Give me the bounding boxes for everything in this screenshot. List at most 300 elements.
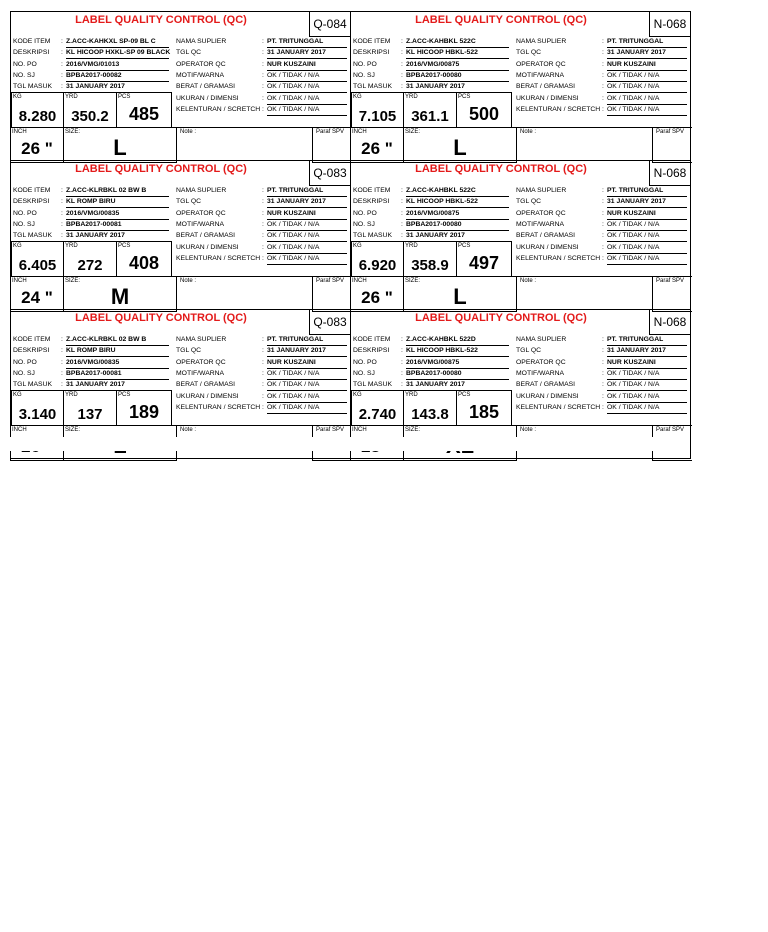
size-caption: SIZE: (65, 427, 81, 433)
field-label: TGL QC (516, 347, 542, 355)
label-row (10, 11, 693, 160)
colon: : (262, 198, 264, 206)
field-label: KELENTURAN / SCRETCH (176, 254, 261, 262)
field-value: OK / TIDAK / N/A (607, 243, 687, 254)
colon: : (262, 94, 264, 102)
field-label: NAMA SUPLIER (516, 187, 567, 194)
field-value: BPBA2017-00081 (66, 369, 169, 380)
field-value: NUR KUSZAINI (607, 60, 687, 71)
measure-caption: YRD (65, 392, 78, 398)
field-value: OK / TIDAK / N/A (267, 392, 347, 403)
colon: : (61, 336, 63, 343)
colon: : (262, 209, 264, 217)
field-value: PT. TRITUNGGAL (267, 335, 347, 346)
note-caption: Note : (520, 278, 537, 284)
measure-value: 8.280 (18, 108, 57, 125)
size-value: L (113, 135, 127, 160)
field-label: DESKRIPSI (353, 198, 390, 206)
measure-caption: PCS (118, 392, 131, 398)
measure-caption: PCS (458, 392, 471, 398)
inch-box (350, 127, 404, 163)
measure-box-kg (351, 390, 404, 426)
field-label: KODE ITEM (13, 336, 51, 343)
field-label: TGL QC (176, 198, 202, 206)
measure-caption: KG (13, 392, 22, 398)
qc-label (350, 11, 691, 161)
size-value: L (453, 284, 467, 309)
colon: : (262, 38, 264, 45)
colon: : (602, 403, 604, 411)
field-value: OK / TIDAK / N/A (267, 403, 347, 414)
field-value: 31 JANUARY 2017 (267, 48, 347, 59)
colon: : (262, 392, 264, 400)
inch-box (10, 127, 64, 163)
colon: : (262, 187, 264, 194)
field-value: OK / TIDAK / N/A (607, 105, 687, 116)
colon: : (61, 381, 63, 389)
measure-caption: KG (353, 243, 362, 249)
field-label: TGL MASUK (13, 83, 53, 91)
note-caption: Note : (180, 278, 197, 284)
colon: : (602, 347, 604, 355)
qc-label (350, 160, 691, 310)
field-value: BPBA2017-00082 (66, 71, 169, 82)
measure-value: 2.740 (358, 406, 397, 423)
field-label: TGL QC (176, 347, 202, 355)
measure-value: 408 (128, 253, 160, 273)
field-label: KODE ITEM (353, 336, 391, 343)
measure-value: 358.9 (411, 257, 449, 274)
measure-box-yrd (63, 390, 117, 426)
colon: : (401, 187, 403, 194)
measure-caption: YRD (405, 243, 418, 249)
measure-value: 185 (468, 402, 500, 422)
colon: : (602, 105, 604, 113)
field-label: KODE ITEM (353, 187, 391, 194)
colon: : (262, 60, 264, 68)
colon: : (602, 336, 604, 343)
measure-value: 7.105 (358, 108, 397, 125)
field-label: TGL MASUK (353, 232, 393, 240)
qc-label (10, 11, 351, 161)
field-label: UKURAN / DIMENSI (176, 243, 239, 251)
field-value: BPBA2017-00080 (406, 220, 509, 231)
colon: : (61, 369, 63, 377)
field-value: 31 JANUARY 2017 (607, 346, 687, 357)
field-label: OPERATOR QC (516, 358, 566, 366)
field-value: 31 JANUARY 2017 (607, 197, 687, 208)
colon: : (401, 60, 403, 68)
field-value: OK / TIDAK / N/A (267, 380, 347, 391)
measure-box-yrd (403, 92, 457, 128)
measure-box-pcs (456, 241, 512, 277)
field-label: TGL MASUK (353, 83, 393, 91)
field-label: TGL MASUK (13, 381, 53, 389)
field-label: UKURAN / DIMENSI (516, 392, 579, 400)
field-value: KL ROMP BIRU (66, 346, 169, 357)
inch-caption: INCH (12, 278, 27, 284)
qc-label (10, 160, 351, 310)
paraf-box (312, 127, 352, 163)
field-label: KELENTURAN / SCRETCH (516, 105, 601, 113)
colon: : (61, 60, 63, 68)
colon: : (61, 187, 63, 194)
colon: : (262, 49, 264, 57)
field-value: OK / TIDAK / N/A (607, 254, 687, 265)
colon: : (602, 83, 604, 91)
measure-caption: PCS (118, 94, 131, 100)
field-label: MOTIF/WARNA (176, 220, 225, 228)
paraf-caption: Paraf SPV (656, 278, 685, 284)
field-value: KL HICOOP HBKL-522 (406, 346, 509, 357)
paraf-box (652, 127, 692, 163)
colon: : (262, 220, 264, 228)
field-label: MOTIF/WARNA (516, 369, 565, 377)
colon: : (262, 254, 264, 262)
field-value: OK / TIDAK / N/A (607, 380, 687, 391)
colon: : (602, 254, 604, 262)
colon: : (401, 369, 403, 377)
colon: : (401, 336, 403, 343)
note-caption: Note : (520, 129, 537, 135)
measure-caption: YRD (405, 392, 418, 398)
measure-caption: PCS (458, 243, 471, 249)
colon: : (61, 83, 63, 91)
colon: : (401, 71, 403, 79)
field-value: Z.ACC-KAHBKL 522D (406, 335, 509, 346)
field-value: 31 JANUARY 2017 (406, 82, 509, 93)
field-label: UKURAN / DIMENSI (516, 243, 579, 251)
colon: : (61, 198, 63, 206)
label-title: LABEL QUALITY CONTROL (QC) (75, 14, 247, 26)
label-title: LABEL QUALITY CONTROL (QC) (75, 312, 247, 324)
colon: : (401, 198, 403, 206)
colon: : (61, 209, 63, 217)
field-label: TGL QC (516, 198, 542, 206)
field-value: KL HICOOP HBKL-522 (406, 48, 509, 59)
field-value: 31 JANUARY 2017 (66, 231, 169, 242)
field-label: KODE ITEM (13, 187, 51, 194)
field-value: OK / TIDAK / N/A (607, 403, 687, 414)
field-label: NO. PO (353, 60, 377, 68)
measure-box-pcs (116, 92, 172, 128)
field-value: OK / TIDAK / N/A (267, 71, 347, 82)
label-code: Q-083 (309, 310, 350, 335)
field-label: UKURAN / DIMENSI (176, 392, 239, 400)
note-caption: Note : (180, 427, 197, 433)
field-value: 31 JANUARY 2017 (267, 346, 347, 357)
colon: : (61, 38, 63, 45)
field-label: NO. PO (353, 358, 377, 366)
qc-label-sheet (10, 11, 693, 458)
field-value: 2016/VMG/00875 (406, 358, 509, 369)
field-value: 2016/VMG/00835 (66, 209, 169, 220)
measure-caption: KG (13, 243, 22, 249)
colon: : (602, 94, 604, 102)
field-value: Z.ACC-KAHKXL SP-09 BL C (66, 37, 169, 48)
field-label: NO. SJ (353, 369, 375, 377)
field-label: DESKRIPSI (353, 347, 390, 355)
field-label: NO. SJ (13, 220, 35, 228)
field-value: OK / TIDAK / N/A (267, 254, 347, 265)
paraf-box (652, 276, 692, 312)
field-label: KELENTURAN / SCRETCH (516, 403, 601, 411)
measure-value: 500 (468, 104, 500, 124)
field-value: OK / TIDAK / N/A (607, 231, 687, 242)
colon: : (602, 243, 604, 251)
size-caption: SIZE: (405, 278, 421, 284)
inch-value: 26 " (361, 139, 393, 158)
field-value: KL HICOOP HBKL-522 (406, 197, 509, 208)
size-value: M (110, 284, 130, 309)
paraf-caption: Paraf SPV (316, 427, 345, 433)
label-code: N-068 (649, 310, 690, 335)
field-label: NAMA SUPLIER (516, 336, 567, 343)
field-label: DESKRIPSI (13, 198, 50, 206)
measure-value: 350.2 (71, 108, 109, 125)
field-label: NO. SJ (353, 220, 375, 228)
colon: : (262, 347, 264, 355)
field-value: PT. TRITUNGGAL (607, 37, 687, 48)
field-label: NO. PO (13, 209, 37, 217)
measure-caption: YRD (65, 243, 78, 249)
measure-value: 137 (77, 406, 103, 423)
size-box (403, 276, 517, 312)
measure-box-pcs (116, 241, 172, 277)
measure-box-kg (351, 241, 404, 277)
colon: : (401, 220, 403, 228)
field-value: BPBA2017-00081 (66, 220, 169, 231)
colon: : (401, 83, 403, 91)
field-value: NUR KUSZAINI (607, 358, 687, 369)
colon: : (262, 243, 264, 251)
colon: : (61, 232, 63, 240)
field-label: OPERATOR QC (516, 209, 566, 217)
paraf-caption: Paraf SPV (656, 427, 685, 433)
label-title: LABEL QUALITY CONTROL (QC) (415, 14, 587, 26)
field-label: KELENTURAN / SCRETCH (176, 403, 261, 411)
field-value: 2016/VMG/01013 (66, 60, 169, 71)
measure-value: 485 (128, 104, 160, 124)
measure-value: 6.920 (358, 257, 397, 274)
paraf-caption: Paraf SPV (656, 129, 685, 135)
field-label: BERAT / GRAMASI (516, 83, 576, 91)
inch-box (350, 276, 404, 312)
inch-box (10, 276, 64, 312)
paraf-box (312, 276, 352, 312)
field-label: TGL MASUK (13, 232, 53, 240)
measure-value: 272 (77, 257, 103, 274)
field-label: NAMA SUPLIER (176, 38, 227, 45)
label-code: N-068 (649, 12, 690, 37)
colon: : (61, 49, 63, 57)
field-label: DESKRIPSI (13, 347, 50, 355)
measure-box-pcs (456, 390, 512, 426)
field-label: OPERATOR QC (176, 358, 226, 366)
inch-caption: INCH (352, 129, 367, 135)
measure-box-yrd (403, 390, 457, 426)
label-title: LABEL QUALITY CONTROL (QC) (415, 312, 587, 324)
measure-value: 189 (128, 402, 160, 422)
colon: : (401, 232, 403, 240)
field-value: OK / TIDAK / N/A (607, 71, 687, 82)
label-lower (351, 127, 690, 163)
colon: : (602, 358, 604, 366)
field-label: MOTIF/WARNA (516, 220, 565, 228)
colon: : (401, 381, 403, 389)
measure-value: 143.8 (411, 406, 449, 423)
paraf-caption: Paraf SPV (316, 278, 345, 284)
field-label: MOTIF/WARNA (176, 71, 225, 79)
field-value: OK / TIDAK / N/A (267, 243, 347, 254)
field-label: NAMA SUPLIER (516, 38, 567, 45)
measure-box-pcs (116, 390, 172, 426)
inch-value: 26 " (21, 139, 53, 158)
field-value: BPBA2017-00080 (406, 71, 509, 82)
colon: : (61, 220, 63, 228)
colon: : (262, 403, 264, 411)
field-value: NUR KUSZAINI (267, 60, 347, 71)
colon: : (262, 336, 264, 343)
field-value: Z.ACC-KLRBKL 02 BW B (66, 186, 169, 197)
label-row (10, 309, 693, 458)
field-value: KL HICOOP HXKL-SP 09 BLACK (66, 48, 169, 59)
field-value: OK / TIDAK / N/A (607, 82, 687, 93)
field-label: NAMA SUPLIER (176, 336, 227, 343)
field-value: 31 JANUARY 2017 (406, 380, 509, 391)
colon: : (602, 369, 604, 377)
field-label: OPERATOR QC (176, 209, 226, 217)
field-value: OK / TIDAK / N/A (267, 94, 347, 105)
field-label: NAMA SUPLIER (176, 187, 227, 194)
field-value: OK / TIDAK / N/A (267, 220, 347, 231)
measure-caption: YRD (405, 94, 418, 100)
inch-value: 26 " (361, 288, 393, 307)
colon: : (602, 71, 604, 79)
field-label: UKURAN / DIMENSI (176, 94, 239, 102)
field-value: NUR KUSZAINI (267, 209, 347, 220)
colon: : (602, 220, 604, 228)
colon: : (262, 358, 264, 366)
size-value: L (453, 135, 467, 160)
field-value: Z.ACC-KAHBKL 522C (406, 37, 509, 48)
measure-value: 3.140 (18, 406, 57, 423)
colon: : (602, 232, 604, 240)
field-label: NO. SJ (13, 369, 35, 377)
measure-box-kg (11, 241, 64, 277)
colon: : (602, 392, 604, 400)
field-value: 31 JANUARY 2017 (406, 231, 509, 242)
measure-box-pcs (456, 92, 512, 128)
field-value: NUR KUSZAINI (607, 209, 687, 220)
field-label: TGL QC (516, 49, 542, 57)
size-box (63, 276, 177, 312)
colon: : (262, 369, 264, 377)
measure-caption: KG (353, 94, 362, 100)
colon: : (602, 60, 604, 68)
measure-value: 6.405 (18, 257, 57, 274)
colon: : (262, 71, 264, 79)
field-label: BERAT / GRAMASI (176, 381, 236, 389)
field-value: 31 JANUARY 2017 (66, 82, 169, 93)
field-value: OK / TIDAK / N/A (607, 369, 687, 380)
colon: : (602, 49, 604, 57)
field-value: PT. TRITUNGGAL (607, 335, 687, 346)
measure-caption: PCS (458, 94, 471, 100)
field-value: OK / TIDAK / N/A (267, 369, 347, 380)
field-value: OK / TIDAK / N/A (267, 105, 347, 116)
field-value: 31 JANUARY 2017 (607, 48, 687, 59)
label-row (10, 160, 693, 309)
measure-caption: KG (13, 94, 22, 100)
measure-box-kg (351, 92, 404, 128)
colon: : (602, 38, 604, 45)
colon: : (602, 381, 604, 389)
field-value: 2016/VMG/00835 (66, 358, 169, 369)
colon: : (401, 49, 403, 57)
field-label: BERAT / GRAMASI (516, 381, 576, 389)
field-label: NO. SJ (353, 71, 375, 79)
field-label: KELENTURAN / SCRETCH (516, 254, 601, 262)
field-value: PT. TRITUNGGAL (607, 186, 687, 197)
field-value: 31 JANUARY 2017 (66, 380, 169, 391)
measure-box-yrd (403, 241, 457, 277)
measure-caption: PCS (118, 243, 131, 249)
label-lower (11, 276, 350, 312)
field-label: UKURAN / DIMENSI (516, 94, 579, 102)
colon: : (602, 209, 604, 217)
field-label: KELENTURAN / SCRETCH (176, 105, 261, 113)
field-value: KL ROMP BIRU (66, 197, 169, 208)
label-code: Q-083 (309, 161, 350, 186)
field-value: 2016/VMG/00875 (406, 60, 509, 71)
paraf-caption: Paraf SPV (316, 129, 345, 135)
label-lower (351, 276, 690, 312)
field-value: OK / TIDAK / N/A (607, 392, 687, 403)
inch-caption: INCH (12, 427, 27, 433)
measure-box-kg (11, 390, 64, 426)
label-title: LABEL QUALITY CONTROL (QC) (75, 163, 247, 175)
inch-caption: INCH (352, 427, 367, 433)
field-value: OK / TIDAK / N/A (607, 220, 687, 231)
size-box (63, 127, 177, 163)
field-value: 2016/VMG/00875 (406, 209, 509, 220)
field-label: MOTIF/WARNA (516, 71, 565, 79)
colon: : (61, 71, 63, 79)
measure-box-yrd (63, 92, 117, 128)
colon: : (262, 105, 264, 113)
colon: : (602, 198, 604, 206)
field-label: MOTIF/WARNA (176, 369, 225, 377)
colon: : (262, 83, 264, 91)
inch-caption: INCH (352, 278, 367, 284)
field-value: Z.ACC-KLRBKL 02 BW B (66, 335, 169, 346)
size-box (403, 127, 517, 163)
field-label: NO. PO (13, 60, 37, 68)
label-code: Q-084 (309, 12, 350, 37)
inch-caption: INCH (12, 129, 27, 135)
field-value: OK / TIDAK / N/A (267, 82, 347, 93)
field-value: OK / TIDAK / N/A (607, 94, 687, 105)
colon: : (262, 381, 264, 389)
field-label: BERAT / GRAMASI (176, 83, 236, 91)
size-caption: SIZE: (405, 427, 421, 433)
measure-box-yrd (63, 241, 117, 277)
measure-caption: YRD (65, 94, 78, 100)
field-label: TGL MASUK (353, 381, 393, 389)
field-value: 31 JANUARY 2017 (267, 197, 347, 208)
size-caption: SIZE: (65, 129, 81, 135)
